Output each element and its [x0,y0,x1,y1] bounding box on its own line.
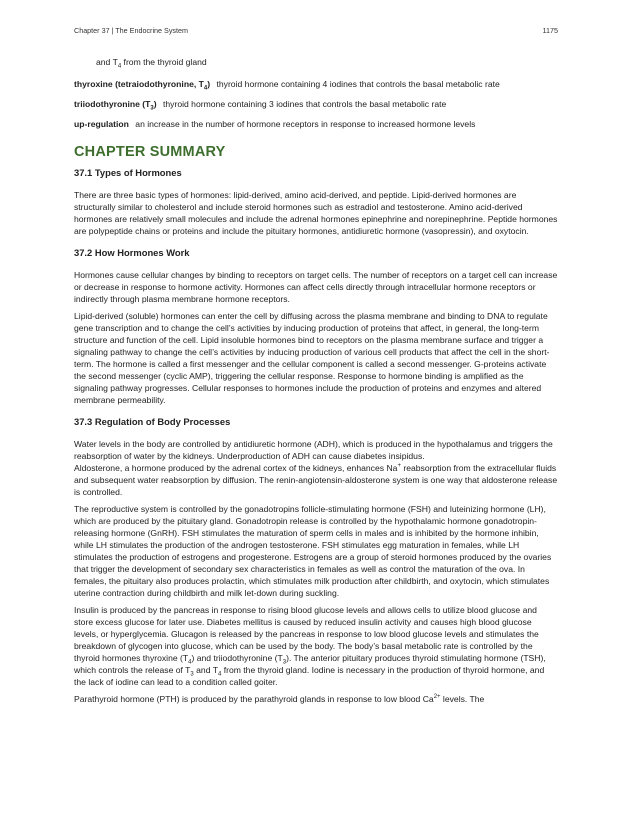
section-paragraph: Parathyroid hormone (PTH) is produced by the parathyroid glands in response to low blood $Ca^{2+}$ levels. The [74,694,485,704]
section-paragraph: Lipid-derived (soluble) hormones can enter the cell by diffusing across the plasma membrane and binding to DNA to regulate gene transcription and to change the cell’s activities by inducing production of proteins that affect, in general, the long-term structure and function of the cell. Lipid insoluble hormones bind to receptors on the plasma membrane surface and trigger a signaling pathway to change the cell’s activities by inducing production of various cell products that affect the cell in the short-term. The hormone is called a first messenger and the cellular component is called a second messenger. G-proteins activate the second messenger (cyclic AMP), triggering the cellular response. Response to hormone binding is amplified as the signaling pathway progresses. Cellular responses to hormones include the production of proteins and enzymes and altered membrane permeability. [74,311,550,405]
section-paragraph: Insulin is produced by the pancreas in response to rising blood glucose levels and allows cells to utilize blood glucose and store excess glucose for later use. Diabetes mellitus is caused by reduced insulin activity and causes high blood glucose levels, or hyperglycemia. Glucagon is released by the pancreas in response to low blood glucose levels and stimulates the breakdown of glycogen into glucose, which can be used by the body. The body’s basal metabolic rate is controlled by the thyroid hormones thyroxine $(T_4)$ and triiodothyronine $(T_3)$. The anterior pituitary produces thyroid stimulating hormone (TSH), which controls the release of $T_3$ and $T_4$ from the thyroid gland. Iodine is necessary in the production of thyroid hormone, and the lack of iodine can lead to a condition called goiter. [74,605,546,687]
glossary-term: thyroxine (tetraiodothyronine, $T_4$) [74,79,211,92]
glossary-definition: an increase in the number of hormone receptors in response to increased hormone levels [135,119,476,129]
section-heading-37-3: 37.3 Regulation of Body Processes [74,416,231,427]
section-heading-37-1: 37.1 Types of Hormones [74,167,182,178]
glossary-entry-triiodothyronine [74,98,558,110]
continuation-text: from the thyroid gland [121,57,207,67]
section-paragraph: Water levels in the body are controlled by antidiuretic hormone (ADH), which is produced in the hypothalamus and triggers the reabsorption of water by the kidneys. Underproduction of ADH can cause diabetes insipidus. [74,439,553,461]
section-paragraph: Hormones cause cellular changes by binding to receptors on target cells. The number of receptors on a target cell can increase or decrease in response to hormone activity. Hormones can affect cells directly through intracellular hormone receptors or indirectly through plasma membrane hormone receptors. [74,270,558,304]
subscript: 4 [117,63,122,70]
continuation-text: and T [96,57,118,67]
page-header [74,26,558,35]
glossary-term: triiodothyronine $(T_3)$ [74,99,157,112]
section-paragraph: There are three basic types of hormones: lipid-derived, amino acid-derived, and peptide. Lipid-derived hormones are structurally similar to cholesterol and include steroid hormones such as estradiol and testosterone. Amino acid-derived hormones are relatively small molecules and include the adrenal hormones epinephrine and norepinephrine. Peptide hormones are polypeptide chains or proteins and include the pituitary hormones, antidiuretic hormone (vasopressin), and oxytocin. [74,190,558,236]
chapter-summary-heading: CHAPTER SUMMARY [74,144,226,160]
glossary-entry-thyroxine [74,78,558,90]
glossary-definition: thyroid hormone containing 3 iodines that controls the basal metabolic rate [163,99,447,109]
glossary-continuation [96,56,558,68]
section-paragraph: Aldosterone, a hormone produced by the adrenal cortex of the kidneys, enhances Na+ reabsorption from the extracellular fluids and subsequent water reabsorption by diffusion. The renin-angiotensin-aldosterone system is one way that aldosterone release is controlled. [74,463,558,497]
glossary-term: up-regulation [74,119,129,129]
glossary-entry-up-regulation [74,118,558,130]
page-number: 1175 [542,26,558,35]
section-heading-37-2: 37.2 How Hormones Work [74,247,190,258]
section-paragraph: The reproductive system is controlled by the gonadotropins follicle-stimulating hormone (FSH) and luteinizing hormone (LH), which are produced by the pituitary gland. Gonadotropin release is controlled by the hypothalamic hormone gonadotropin-releasing hormone (GnRH). FSH stimulates the maturation of sperm cells in males and is inhibited by the hormone inhibin, while LH stimulates the production of the androgen testosterone. FSH stimulates egg maturation in females, while LH stimulates the production of estrogens and progesterone. Estrogens are a group of steroid hormones produced by the ovaries that trigger the development of secondary sex characteristics in females as well as control the maturation of the ova. In females, the pituitary also produces prolactin, which stimulates milk production after childbirth, and oxytocin, which stimulates uterine contraction during childbirth and milk let-down during suckling. [74,504,552,598]
chapter-title: Chapter 37 | The Endocrine System [74,26,188,35]
page-content [74,56,558,710]
glossary-definition: thyroid hormone containing 4 iodines that controls the basal metabolic rate [216,79,500,89]
